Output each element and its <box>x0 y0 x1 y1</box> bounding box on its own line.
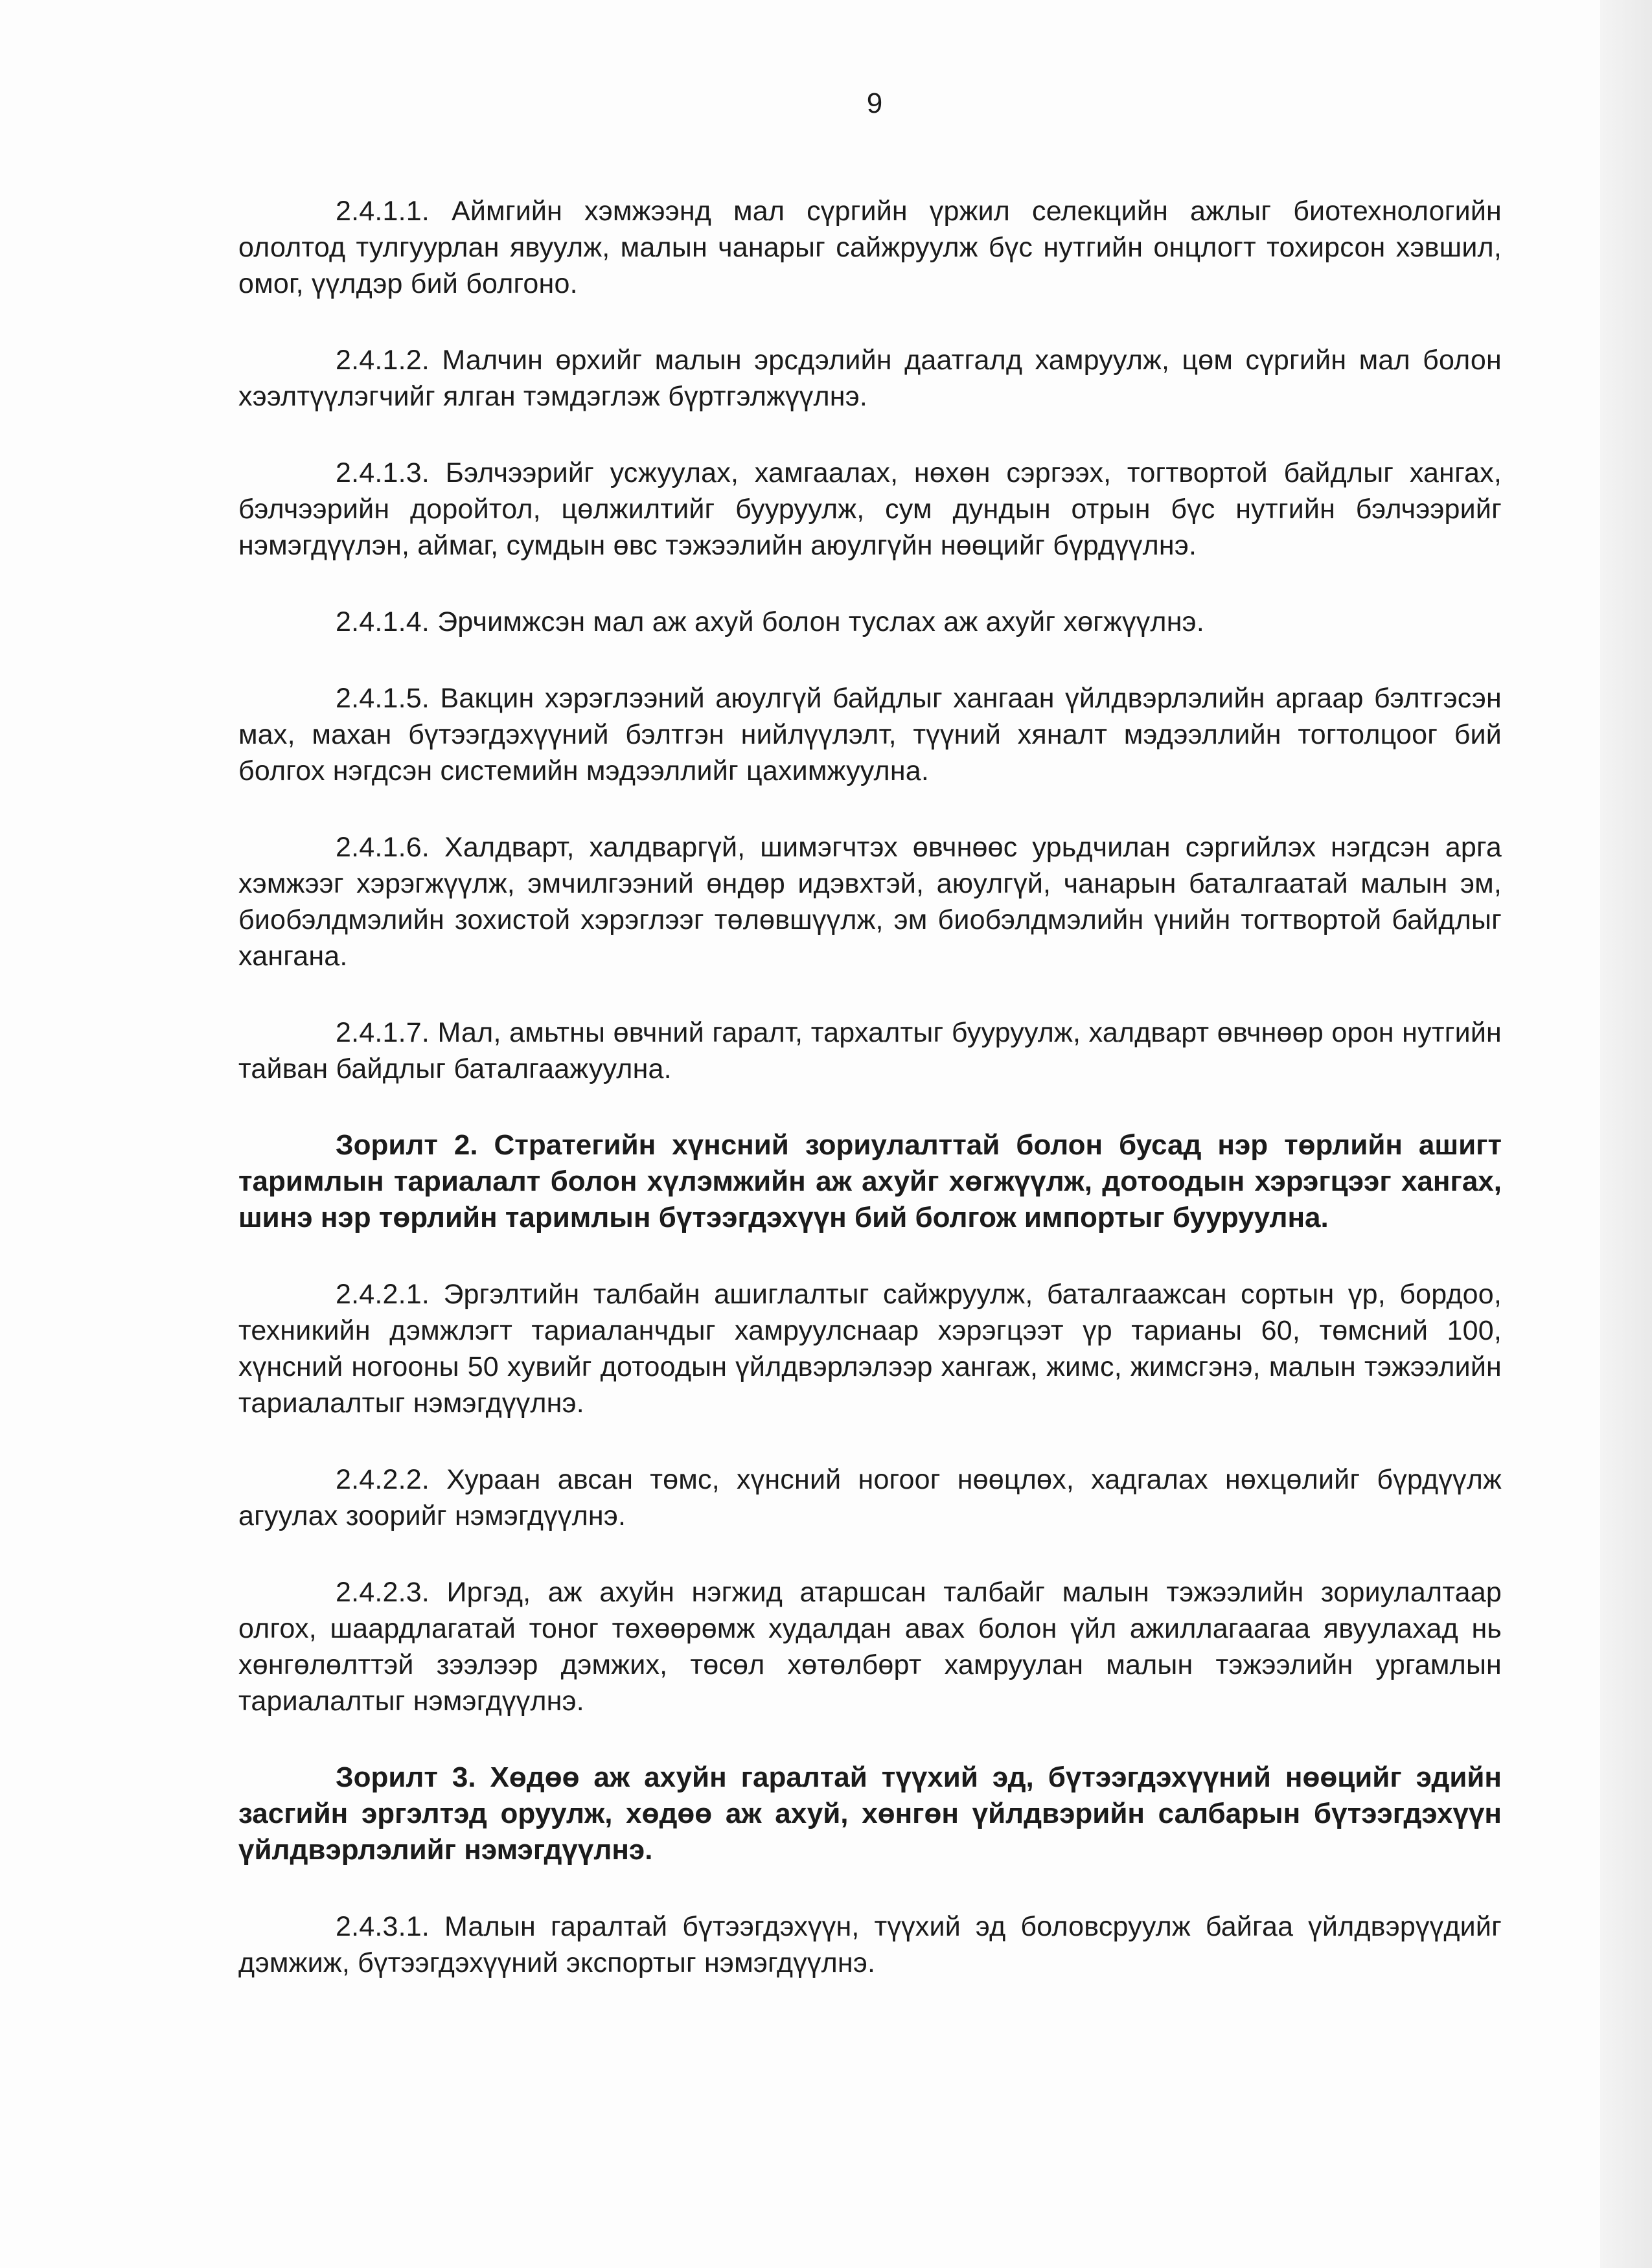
paragraph-2-4-1-7: 2.4.1.7. Мал, амьтны өвчний гаралт, тархалтыг бууруулж, халдварт өвчнөөр орон нутгийн тайван байдлыг баталгаажуулна. <box>238 1017 1502 1084</box>
paragraph-2-4-2-3: 2.4.2.3. Иргэд, аж ахуйн нэгжид атаршсан талбайг малын тэжээлийн зориулалтаар олгох, шаардлагатай тоног төхөөрөмж худалдан авах болон үйл ажиллагаагаа явуулахад нь хөнгөлөлттэй зээлээр дэмжих, төсөл хөтөлбөрт хамруулан малын тэжээлийн ургамлын тариалалтыг нэмэгдүүлнэ. <box>238 1577 1502 1717</box>
document-body <box>238 193 1502 2021</box>
paragraph-2-4-3-1: 2.4.3.1. Малын гаралтай бүтээгдэхүүн, түүхий эд боловсруулж байгаа үйлдвэрүүдийг дэмжиж, бүтээгдэхүүний экспортыг нэмэгдүүлнэ. <box>238 1911 1502 1978</box>
paragraph-2-4-1-2: 2.4.1.2. Малчин өрхийг малын эрсдэлийн даатгалд хамруулж, цөм сүргийн мал болон хээлтүүлэгчийг ялган тэмдэглэж бүртгэлжүүлнэ. <box>238 345 1502 412</box>
goal-3-heading: Зорилт 3. Хөдөө аж ахуйн гаралтай түүхий эд, бүтээгдэхүүний нөөцийг эдийн засгийн эргэлтэд оруулж, хөдөө аж ахуй, хөнгөн үйлдвэрийн салбарын бүтээгдэхүүн үйлдвэрлэлийг нэмэгдүүлнэ. <box>238 1761 1502 1866</box>
page-number: 9 <box>866 87 883 119</box>
paragraph-2-4-1-1: 2.4.1.1. Аймгийн хэмжээнд мал сүргийн үржил селекцийн ажлыг биотехнологийн ололтод тулгуурлан явуулж, малын чанарыг сайжруулж бүс нутгийн онцлогт тохирсон хэвшил, омог, үүлдэр бий болгоно. <box>238 196 1502 299</box>
scan-edge-shadow <box>1600 0 1652 2268</box>
paragraph-2-4-2-2: 2.4.2.2. Хураан авсан төмс, хүнсний ногоог нөөцлөх, хадгалах нөхцөлийг бүрдүүлж агуулах зоорийг нэмэгдүүлнэ. <box>238 1464 1502 1531</box>
paragraph-2-4-1-5: 2.4.1.5. Вакцин хэрэглээний аюулгүй байдлыг хангаан үйлдвэрлэлийн аргаар бэлтгэсэн мах, махан бүтээгдэхүүний бэлтгэн нийлүүлэлт, түүний хяналт мэдээллийн тогтолцоог бий болгох нэгдсэн системийн мэдээллийг цахимжуулна. <box>238 683 1502 786</box>
paragraph-2-4-1-3: 2.4.1.3. Бэлчээрийг усжуулах, хамгаалах, нөхөн сэргээх, тогтвортой байдлыг хангах, бэлчээрийн доройтол, цөлжилтийг бууруулж, сум дундын отрын бүс нутгийн бэлчээрийг нэмэгдүүлэн, аймаг, сумдын өвс тэжээлийн аюулгүйн нөөцийг бүрдүүлнэ. <box>238 457 1502 561</box>
paragraph-2-4-2-1: 2.4.2.1. Эргэлтийн талбайн ашиглалтыг сайжруулж, баталгаажсан сортын үр, бордоо, техникийн дэмжлэгт тариаланчдыг хамруулснаар хэрэгцээт үр тарианы 60, төмсний 100, хүнсний ногооны 50 хувийг дотоодын үйлдвэрлэлээр хангаж, жимс, жимсгэнэ, малын тэжээлийн тариалалтыг нэмэгдүүлнэ. <box>238 1279 1502 1419</box>
paragraph-2-4-1-6: 2.4.1.6. Халдварт, халдваргүй, шимэгчтэх өвчнөөс урьдчилан сэргийлэх нэгдсэн арга хэмжээг хэрэгжүүлж, эмчилгээний өндөр идэвхтэй, аюулгүй, чанарын баталгаатай малын эм, биобэлдмэлийн зохистой хэрэглээг төлөвшүүлж, эм биобэлдмэлийн үнийн тогтвортой байдлыг хангана. <box>238 832 1502 972</box>
goal-2-heading: Зорилт 2. Стратегийн хүнсний зориулалттай болон бусад нэр төрлийн ашигт таримлын тариалалт болон хүлэмжийн аж ахуйг хөгжүүлж, дотоодын хэрэгцээг хангах, шинэ нэр төрлийн таримлын бүтээгдэхүүн бий болгож импортыг бууруулна. <box>238 1129 1502 1233</box>
paragraph-2-4-1-4: 2.4.1.4. Эрчимжсэн мал аж ахуй болон туслах аж ахуйг хөгжүүлнэ. <box>336 606 1204 637</box>
